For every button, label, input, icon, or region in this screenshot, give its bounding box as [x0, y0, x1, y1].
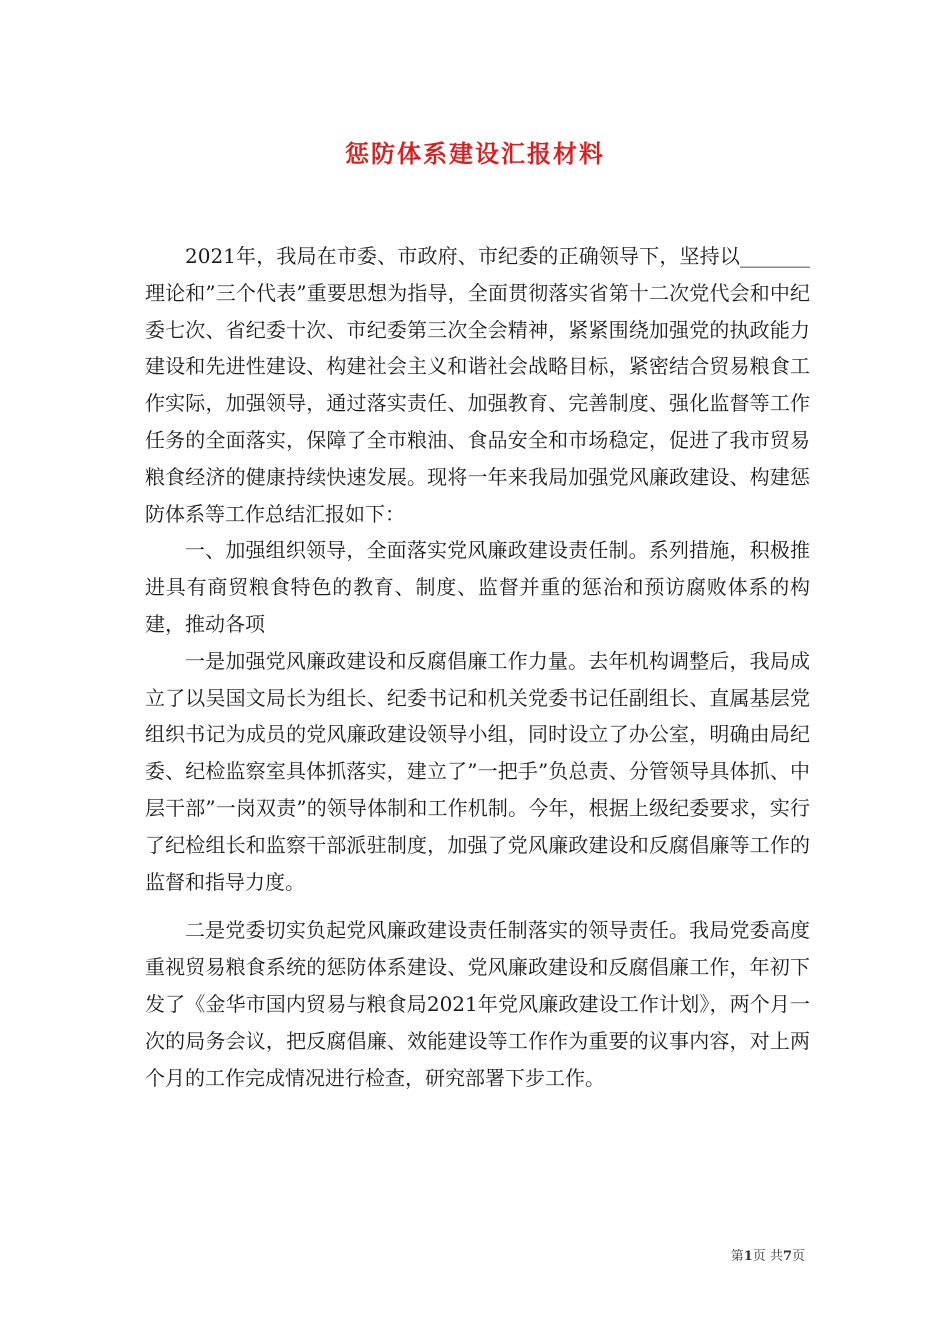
total-pages: 7: [782, 1249, 792, 1264]
paragraph-intro: 2021年，我局在市委、市政府、市纪委的正确领导下，坚持以_______理论和”三个代表”重要思想为指导，全面贯彻落实省第十二次党代会和中纪委七次、省纪委十次、市纪委第三次全会精神，紧紧围绕加强党的执政能力建设和先进性建设、构建社会主义和谐社会战略目标，紧密结合贸易粮食工作实际，加强领导，通过落实责任、加强教育、完善制度、强化监督等工作任务的全面落实，保障了全市粮油、食品安全和市场稳定，促进了我市贸易粮食经济的健康持续快速发展。现将一年来我局加强党风廉政建设、构建惩防体系等工作总结汇报如下：: [145, 244, 810, 526]
document-title: 惩防体系建设汇报材料: [345, 139, 605, 168]
paragraph-item-1: 一是加强党风廉政建设和反腐倡廉工作力量。去年机构调整后，我局成立了以吴国文局长为组长、纪委书记和机关党委书记任副组长、直属基层党组织书记为成员的党风廉政建设领导小组，同时设立了办公室，明确由局纪委、纪检监察室具体抓落实，建立了”一把手”负总责、分管领导具体抓、中层干部”一岗双责”的领导体制和工作机制。今年，根据上级纪委要求，实行了纪检组长和监察干部派驻制度，加强了党风廉政建设和反腐倡廉等工作的监督和指导力度。: [145, 648, 810, 894]
page-number-prefix: 第: [730, 1249, 744, 1264]
paragraph-section-1: 一、加强组织领导，全面落实党风廉政建设责任制。系列措施，积极推进具有商贸粮食特色的教育、制度、监督并重的惩治和预访腐败体系的构建，推动各项: [145, 538, 810, 636]
document-body: [145, 238, 810, 1096]
paragraph-item-2: 二是党委切实负起党风廉政建设责任制落实的领导责任。我局党委高度重视贸易粮食系统的惩防体系建设、党风廉政建设和反腐倡廉工作，年初下发了《金华市国内贸易与粮食局2021年党风廉政建设工作计划》，两个月一次的局务会议，把反腐倡廉、效能建设等工作作为重要的议事内容，对上两个月的工作完成情况进行检查，研究部署下步工作。: [145, 918, 810, 1090]
page-number-middle: 页 共: [752, 1249, 783, 1264]
page-number: [731, 1245, 805, 1264]
page-number-suffix: 页: [791, 1249, 805, 1264]
current-page: 1: [743, 1249, 753, 1264]
